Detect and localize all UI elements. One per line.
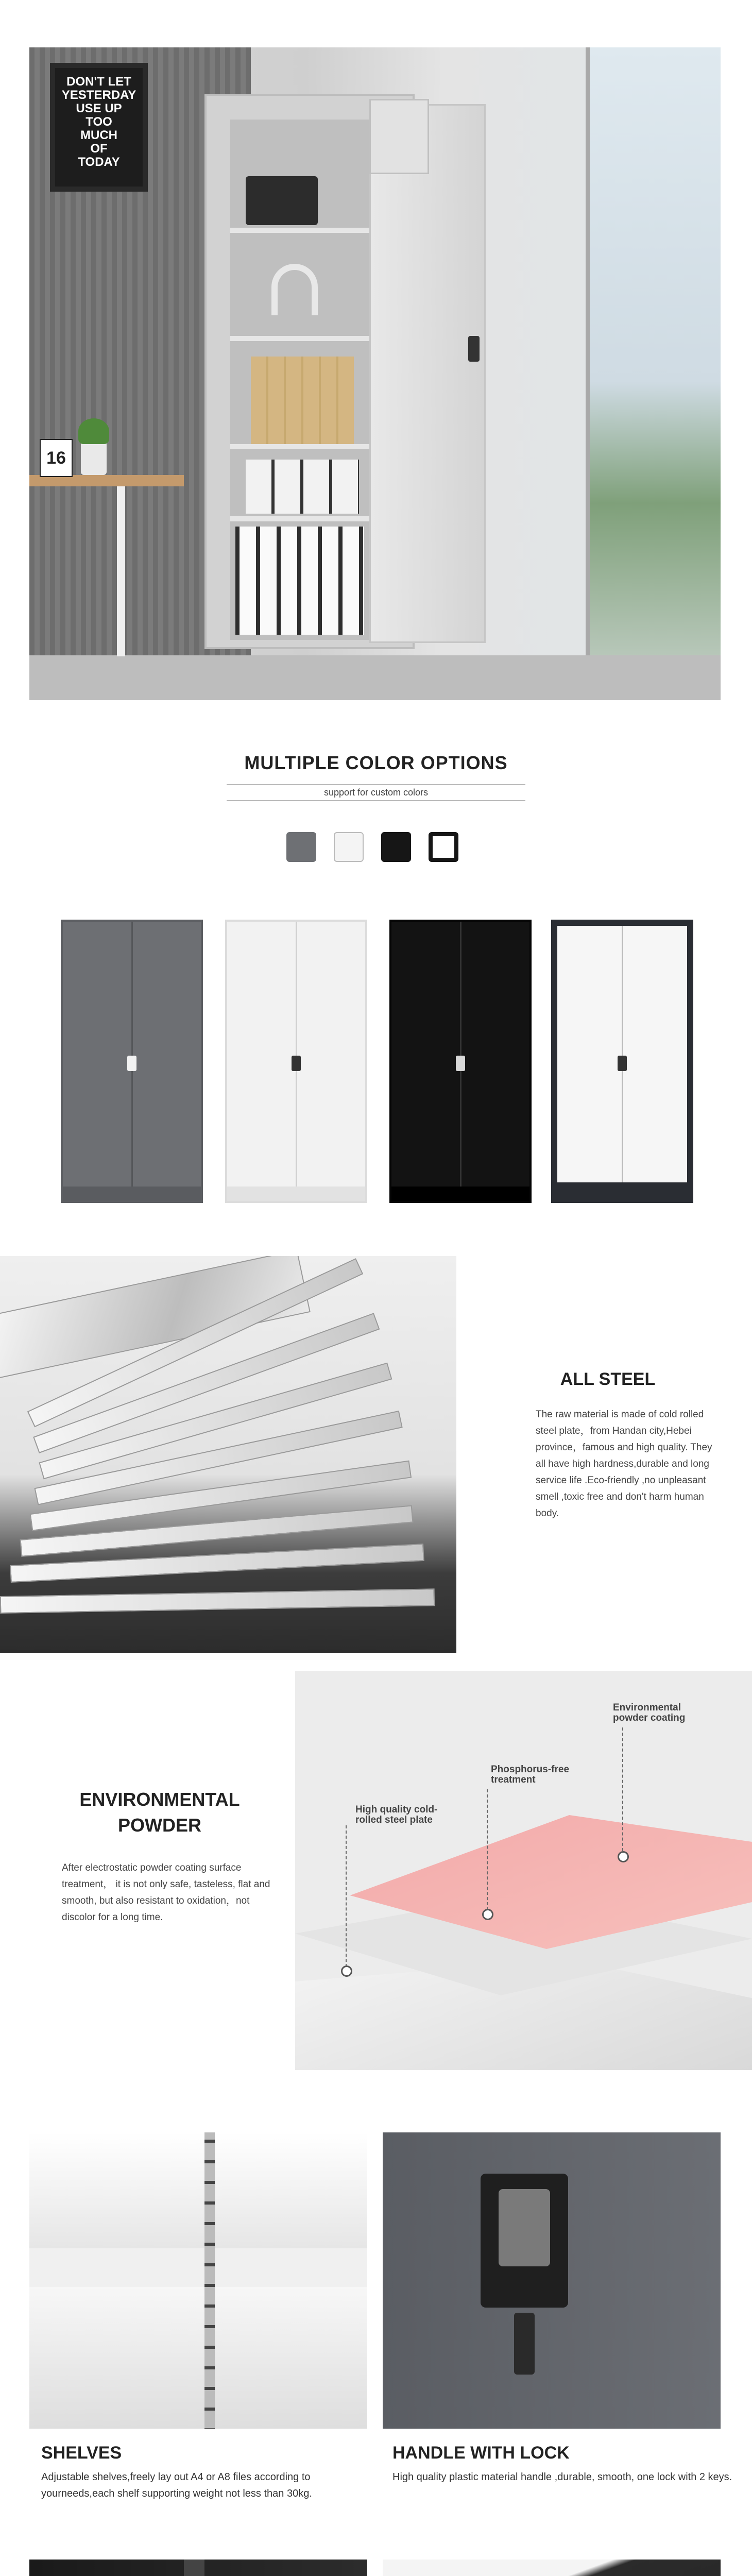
leader-line <box>487 1789 489 1910</box>
poster-line: YESTERDAY <box>61 88 136 102</box>
all-steel-text: The raw material is made of cold rolled steel plate，from Handan city,Hebei province，famous and high quality. They all have high hardness,durable and long service life .Eco-friendly ,no unpleasant smell ,toxic free and don't harm human body. <box>536 1409 712 1519</box>
cabinet-shelf <box>230 444 369 449</box>
handle-lock-image <box>383 2132 721 2429</box>
cabinet-grey <box>61 920 203 1203</box>
lock-icon <box>456 1056 465 1071</box>
cabinet-top-door <box>369 99 429 174</box>
poster-line: TODAY <box>78 155 120 169</box>
environmental-title-line2: POWDER <box>118 1815 201 1836</box>
swatch-grey <box>286 832 316 862</box>
cabinet-white <box>225 920 367 1203</box>
environmental-title-line1: ENVIRONMENTAL <box>79 1789 240 1810</box>
window-view <box>586 47 721 655</box>
poster-line: USE UP <box>76 101 122 115</box>
leader-line <box>346 1825 348 1967</box>
swatch-black-white <box>429 832 458 862</box>
boxes <box>246 460 359 514</box>
cabinet-shelf <box>230 336 369 341</box>
shelf-rail <box>204 2132 215 2429</box>
shelf-bottom <box>29 2287 367 2429</box>
lock-icon <box>618 1056 627 1071</box>
plant-leaves <box>78 418 109 444</box>
cabinet-shelf <box>230 228 369 233</box>
wall-poster <box>50 63 148 192</box>
cabinet-black <box>389 920 532 1203</box>
cabinet-base <box>391 1187 529 1201</box>
feature-title-handle: HANDLE WITH LOCK <box>392 2443 570 2463</box>
lock-bolt <box>184 2560 204 2576</box>
feature-text-handle: High quality plastic material handle ,durable, smooth, one lock with 2 keys. <box>392 2471 732 2483</box>
marker-dot <box>618 1851 629 1862</box>
cabinet-base <box>63 1187 201 1201</box>
color-options-subtitle: support for custom colors <box>227 784 525 801</box>
lock-image <box>29 2560 367 2576</box>
shelves-image <box>29 2132 367 2429</box>
poster-line: TOO <box>86 115 112 129</box>
environmental-title <box>57 1787 263 1838</box>
feature-text-shelves: Adjustable shelves,freely lay out A4 or A8 files according to yourneeds,each shelf supporting weight not less than 30kg. <box>41 2471 312 2499</box>
label-coating: Environmental powder coating <box>613 1702 686 1723</box>
shelf-top <box>29 2132 367 2248</box>
feature-title-shelves: SHELVES <box>41 2443 122 2463</box>
poster-line: DON'T LET <box>66 75 131 89</box>
cabinet-base <box>227 1187 365 1201</box>
door-lock <box>468 336 480 362</box>
swatch-black <box>381 832 411 862</box>
printer <box>246 176 318 225</box>
cabinet-black-white <box>551 920 693 1203</box>
steel-sheets-image <box>0 1256 456 1653</box>
floor <box>29 655 721 700</box>
rubber-gasket-image <box>383 2560 721 2576</box>
marker-dot <box>482 1909 493 1920</box>
environmental-text: After electrostatic powder coating surface treatment， it is not only safe, tasteless, flat and smooth, but also resistant to oxidation，not discolor for a long time. <box>62 1862 270 1923</box>
desk-calendar: 16 <box>40 439 73 477</box>
poster-line: MUCH <box>80 128 117 142</box>
plant-pot <box>81 439 107 475</box>
lock-icon <box>127 1056 136 1071</box>
marker-dot <box>341 1965 352 1977</box>
label-steel: High quality cold-rolled steel plate <box>355 1804 438 1825</box>
all-steel-title: ALL STEEL <box>560 1369 656 1389</box>
leader-line <box>622 1727 624 1851</box>
cabinet-base <box>557 1182 687 1197</box>
poster-line: OF <box>90 142 108 156</box>
lock-icon <box>292 1056 301 1071</box>
cabinet-door-open <box>369 104 486 643</box>
binders <box>235 527 364 635</box>
file-boxes <box>251 357 354 444</box>
headphones <box>271 264 318 315</box>
desk-leg <box>117 486 125 656</box>
steel-sheet <box>0 1588 435 1614</box>
key <box>514 2313 535 2375</box>
swatch-white <box>334 832 364 862</box>
hero-product-photo <box>29 47 721 700</box>
color-options-title: MULTIPLE COLOR OPTIONS <box>244 752 508 773</box>
cabinet-shelf <box>230 516 369 521</box>
coating-layers-image <box>295 1671 752 2070</box>
label-treatment: Phosphorus-free treatment <box>491 1764 570 1785</box>
handle-inner <box>499 2189 550 2266</box>
